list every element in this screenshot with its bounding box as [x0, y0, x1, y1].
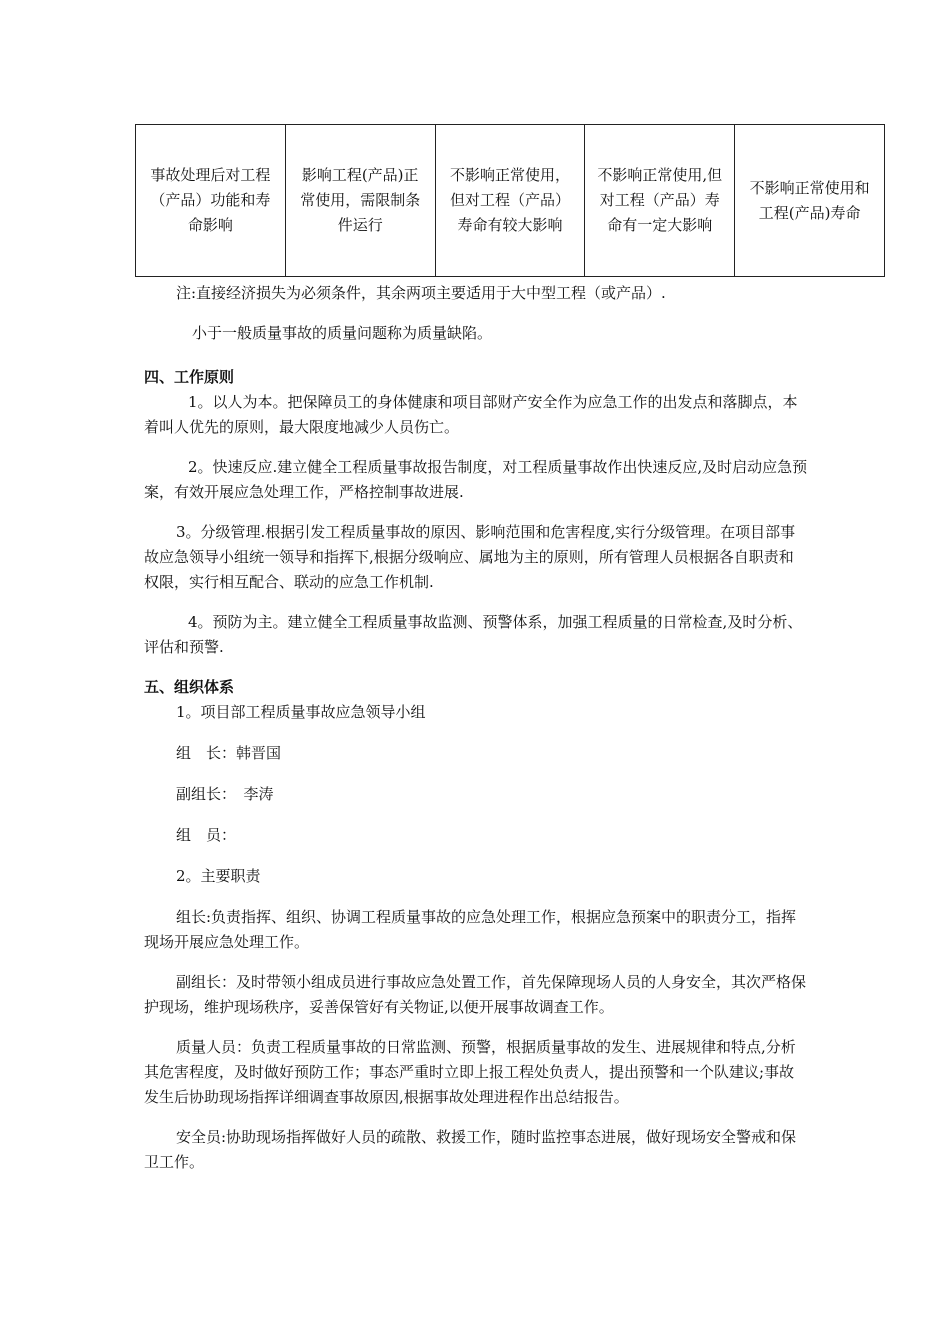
note-text	[144, 281, 808, 306]
table-row	[136, 125, 885, 277]
deputy-line: 副组长： 李涛	[176, 785, 274, 803]
subsection-1: 1。项目部工程质量事故应急领导小组	[176, 703, 426, 721]
principle-1: 1。以人为本。把保障员工的身体健康和项目部财产安全作为应急工作的出发点和落脚点，本着叫人优先的原则，最大限度地减少人员伤亡。	[144, 393, 798, 436]
duty-quality: 质量人员：负责工程质量事故的日常监测、预警，根据质量事故的发生、进展规律和特点,分析其危害程度，及时做好预防工作；事态严重时立即上报工程处负责人，提出预警和一个队建议;事故发生后协助现场指挥详细调查事故原因,根据事故处理进程作出总结报告。	[144, 1038, 796, 1106]
table-cell: 影响工程(产品)正常使用，需限制条件运行	[285, 125, 435, 277]
member-line: 组 员：	[176, 826, 237, 844]
defect-text: 小于一般质量事故的质量问题称为质量缺陷。	[192, 324, 493, 342]
principle-4: 4。预防为主。建立健全工程质量事故监测、预警体系，加强工程质量的日常检查,及时分析、评估和预警.	[144, 613, 803, 656]
defect-block	[144, 321, 808, 346]
duty-deputy: 副组长：及时带领小组成员进行事故应急处置工作，首先保障现场人员的人身安全，其次严格保护现场，维护现场秩序，妥善保管好有关物证,以便开展事故调查工作。	[144, 973, 807, 1016]
table-cell: 不影响正常使用，但对工程（产品）寿命有较大影响	[435, 125, 585, 277]
subsection-2: 2。主要职责	[176, 867, 261, 885]
duty-leader: 组长:负责指挥、组织、协调工程质量事故的应急处理工作，根据应急预案中的职责分工，指挥现场开展应急处理工作。	[144, 908, 797, 951]
accident-grade-table	[135, 124, 885, 277]
duty-safety: 安全员:协助现场指挥做好人员的疏散、救援工作，随时监控事态进展，做好现场安全警戒和保卫工作。	[144, 1128, 797, 1171]
section-5	[144, 675, 808, 1175]
leader-line: 组 长：韩晋国	[176, 744, 282, 762]
principle-3: 3。分级管理.根据引发工程质量事故的原因、影响范围和危害程度,实行分级管理。在项目部事故应急领导小组统一领导和指挥下,根据分级响应、属地为主的原则，所有管理人员根据各自职责和权限，实行相互配合、联动的应急工作机制.	[144, 523, 796, 591]
section-5-heading: 五、组织体系	[144, 678, 235, 696]
principle-2: 2。快速反应.建立健全工程质量事故报告制度，对工程质量事故作出快速反应,及时启动应急预案，有效开展应急处理工作，严格控制事故进展.	[144, 458, 808, 501]
table-cell: 不影响正常使用和工程(产品)寿命	[735, 125, 885, 277]
note: 注:直接经济损失为必须条件，其余两项主要适用于大中型工程（或产品）.	[176, 284, 666, 302]
section-4-heading: 四、工作原则	[144, 368, 235, 386]
table-cell: 事故处理后对工程（产品）功能和寿命影响	[136, 125, 286, 277]
table-cell: 不影响正常使用,但对工程（产品）寿命有一定大影响	[585, 125, 735, 277]
section-4	[144, 365, 808, 660]
